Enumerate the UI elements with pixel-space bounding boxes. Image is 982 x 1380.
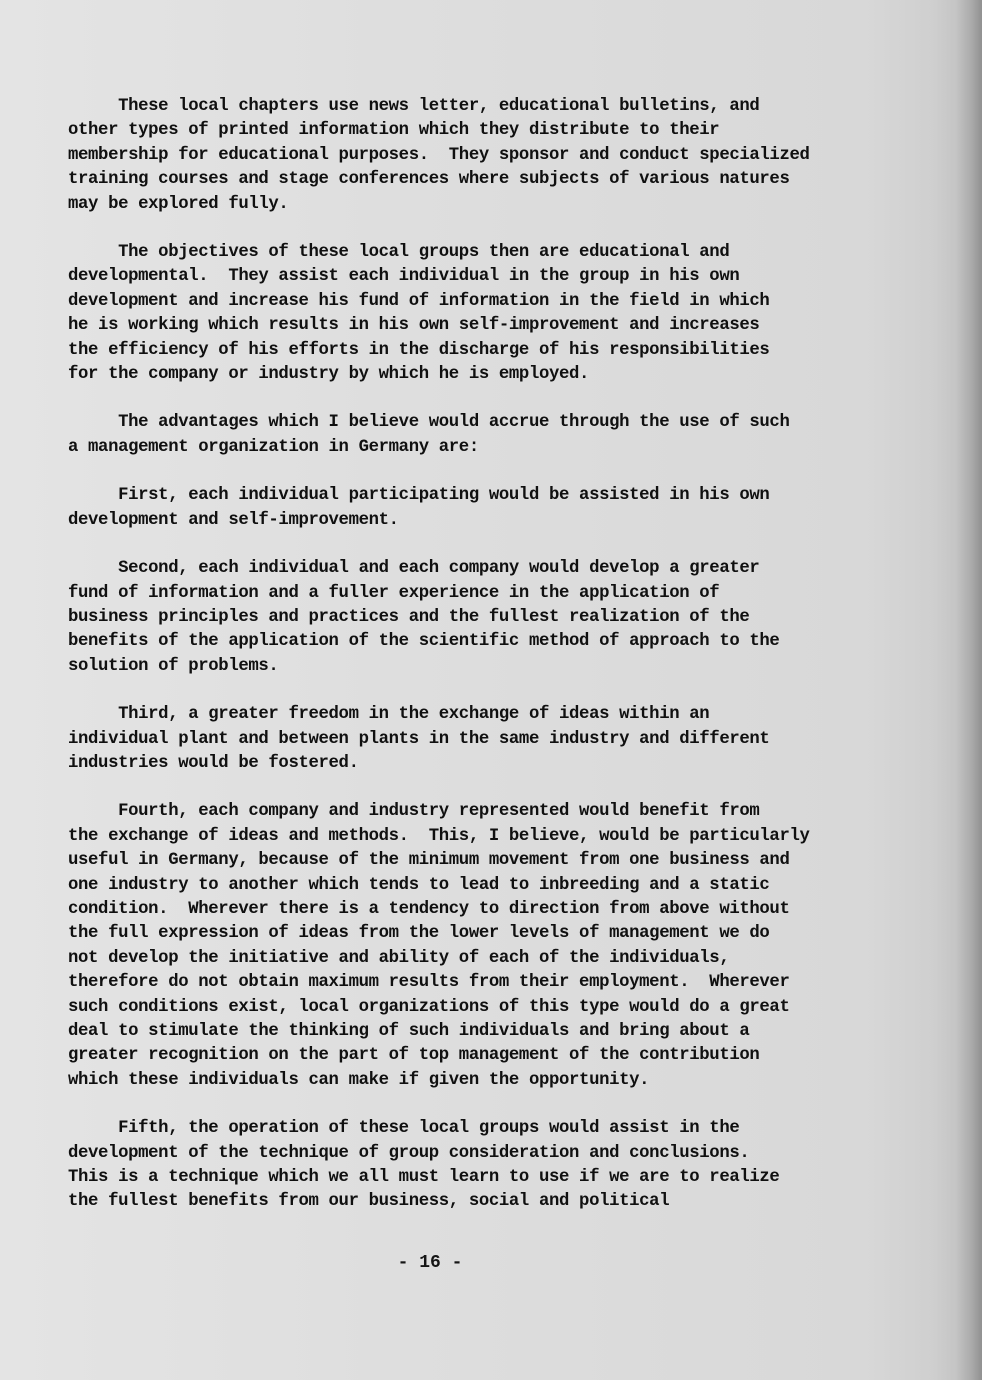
text-line: Second, each individual and each company would develop a greater [68, 559, 760, 579]
text-line: greater recognition on the part of top management of the contribution [68, 1046, 760, 1066]
text-line: for the company or industry by which he is employed. [68, 365, 590, 385]
text-line: he is working which results in his own self-improvement and increases [68, 316, 760, 336]
text-line: not develop the initiative and ability of each of the individuals, [68, 948, 730, 968]
text-line: which these individuals can make if given the opportunity. [68, 1070, 650, 1090]
paragraph [68, 557, 963, 679]
text-line: the fullest benefits from our business, social and political [68, 1192, 670, 1212]
text-line: such conditions exist, local organizations of this type would do a great [68, 997, 790, 1017]
text-line: individual plant and between plants in the same industry and different [68, 729, 770, 749]
text-line: other types of printed information which they distribute to their [68, 121, 720, 141]
text-line: the exchange of ideas and methods. This, I believe, would be particularly [68, 826, 810, 846]
text-line: solution of problems. [68, 656, 279, 676]
text-line: a management organization in Germany are: [68, 437, 479, 457]
text-line: benefits of the application of the scientific method of approach to the [68, 632, 780, 652]
text-line: The advantages which I believe would accrue through the use of such [68, 413, 790, 433]
text-line: therefore do not obtain maximum results from their employment. Wherever [68, 973, 790, 993]
paragraph [68, 95, 963, 217]
paragraph [68, 241, 963, 387]
text-line: development and self-improvement. [68, 510, 399, 530]
text-line: industries would be fostered. [68, 753, 359, 773]
text-line: These local chapters use news letter, educational bulletins, and [68, 97, 760, 116]
text-line: Fifth, the operation of these local groups would assist in the [68, 1119, 740, 1139]
paragraph [68, 1117, 963, 1215]
paragraph [68, 800, 963, 1093]
text-line: the efficiency of his efforts in the discharge of his responsibilities [68, 340, 770, 360]
text-line: The objectives of these local groups then are educational and [68, 243, 730, 263]
text-line: Fourth, each company and industry represented would benefit from [68, 802, 760, 822]
body-text [68, 95, 963, 1239]
text-line: deal to stimulate the thinking of such individuals and bring about a [68, 1022, 750, 1041]
text-line: membership for educational purposes. They sponsor and conduct specialized [68, 145, 810, 165]
paragraph [68, 703, 963, 776]
paragraph [68, 484, 963, 533]
page-number: - 16 - [397, 1253, 463, 1273]
text-line: condition. Wherever there is a tendency to direction from above without [68, 899, 790, 919]
paragraph [68, 411, 963, 460]
text-line: developmental. They assist each individual in the group in his own [68, 267, 740, 287]
text-line: development of the technique of group consideration and conclusions. [68, 1143, 750, 1163]
text-line: useful in Germany, because of the minimum movement from one business and [68, 851, 790, 871]
text-line: This is a technique which we all must learn to use if we are to realize [68, 1168, 780, 1188]
text-line: may be explored fully. [68, 194, 289, 214]
text-line: Third, a greater freedom in the exchange of ideas within an [68, 705, 710, 725]
text-line: the full expression of ideas from the lower levels of management we do [68, 924, 770, 944]
text-line: one industry to another which tends to lead to inbreeding and a static [68, 875, 770, 895]
text-line: training courses and stage conferences where subjects of various natures [68, 170, 790, 190]
text-line: First, each individual participating would be assisted in his own [68, 486, 770, 506]
text-line: fund of information and a fuller experience in the application of [68, 583, 720, 603]
text-line: development and increase his fund of information in the field in which [68, 291, 770, 311]
text-line: business principles and practices and the fullest realization of the [68, 607, 750, 627]
